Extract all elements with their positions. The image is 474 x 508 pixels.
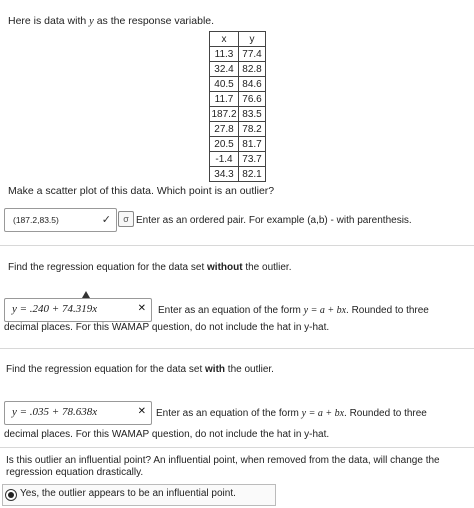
cell-x: 40.5 — [210, 77, 239, 92]
mouse-cursor-icon — [82, 291, 90, 298]
header-y: y — [239, 32, 266, 47]
table-row — [210, 137, 266, 152]
cell-x: 20.5 — [210, 137, 239, 152]
check-icon: ✓ — [101, 214, 111, 226]
cell-x: 187.2 — [211, 108, 237, 120]
q4-prompt: Is this outlier an influential point? An influential point, when removed from the data, will change the regression equation drastically. — [6, 455, 440, 478]
preview-icon[interactable]: σ — [118, 211, 134, 227]
regression-with-input[interactable] — [4, 401, 152, 425]
cell-y: 77.4 — [239, 47, 266, 62]
cell-y: 84.6 — [239, 77, 266, 92]
table-row — [210, 77, 266, 92]
cell-x: 32.4 — [210, 62, 239, 77]
divider — [0, 348, 474, 349]
divider — [0, 447, 474, 448]
cell-y: 76.6 — [239, 92, 266, 107]
cell-y: 83.5 — [239, 107, 266, 122]
table-row — [210, 62, 266, 77]
regression-without-value: y = .240 + 74.319x — [12, 303, 98, 315]
table-row — [210, 92, 266, 107]
table-row — [210, 47, 266, 62]
regression-without-input[interactable] — [4, 298, 152, 322]
cell-y: 82.8 — [239, 62, 266, 77]
table-row — [210, 167, 266, 182]
intro-text: Here is data with y as the response variable. — [8, 15, 215, 27]
cell-y: 78.2 — [239, 122, 266, 137]
radio-selected-icon[interactable] — [5, 489, 17, 501]
incorrect-icon: ✕ — [137, 406, 146, 417]
q2-hint: Enter as an equation of the form y = a + bx. Rounded to three — [158, 305, 429, 316]
cell-y: 81.7 — [239, 137, 266, 152]
table-row — [210, 107, 266, 122]
cell-x: -1.4 — [210, 152, 239, 167]
q1-prompt: Make a scatter plot of this data. Which point is an outlier? — [8, 185, 275, 197]
table-row — [210, 122, 266, 137]
q3-hint-cont: decimal places. For this WAMAP question, do not include the hat in y-hat. — [4, 429, 330, 440]
cell-y: 82.1 — [239, 167, 266, 182]
q3-hint: Enter as an equation of the form y = a + bx. Rounded to three — [156, 408, 427, 419]
q2-hint-cont: decimal places. For this WAMAP question, do not include the hat in y-hat. — [4, 322, 330, 333]
q2-prompt: Find the regression equation for the data set without the outlier. — [8, 262, 292, 273]
table-row — [210, 152, 266, 167]
cell-x: 11.7 — [210, 92, 239, 107]
cell-x: 34.3 — [210, 167, 239, 182]
regression-with-value: y = .035 + 78.638x — [12, 406, 98, 418]
q1-hint: Enter as an ordered pair. For example (a,b) - with parenthesis. — [136, 215, 412, 226]
outlier-answer-input[interactable] — [4, 208, 117, 232]
outlier-answer-value: (187.2,83.5) — [13, 215, 59, 225]
table-header-row — [210, 32, 266, 47]
cell-x: 27.8 — [210, 122, 239, 137]
cell-x: 11.3 — [210, 47, 239, 62]
cell-y: 73.7 — [239, 152, 266, 167]
header-x: x — [210, 32, 239, 47]
q3-prompt: Find the regression equation for the data set with the outlier. — [6, 364, 274, 375]
data-table — [209, 31, 266, 182]
incorrect-icon: ✕ — [137, 303, 146, 314]
selected-option-label[interactable]: Yes, the outlier appears to be an influential point. — [20, 488, 236, 499]
divider — [0, 245, 474, 246]
